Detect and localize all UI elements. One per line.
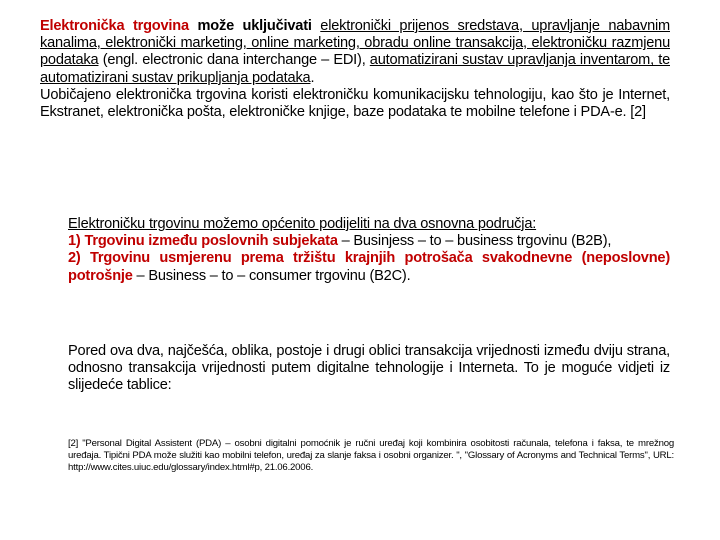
b2b-item (68, 233, 670, 250)
b2b-num: 1) (68, 233, 85, 250)
b2b-rest: – Businjess – to – business trgovinu (B2B), (337, 233, 612, 250)
intro-paragraph (40, 18, 670, 121)
division-paragraph (68, 216, 670, 285)
other-forms-paragraph: Pored ova dva, najčešća, oblika, postoje i drugi oblici transakcija vrijednosti između dviju strana, odnosno transakcija vrijednosti putem digitalne tehnologije i Interneta. To je moguće vidjeti iz slijedeće tablice: (68, 343, 670, 394)
usage-text: Uobičajeno elektronička trgovina koristi elektroničku komunikacijsku tehnologiju, kao što je Internet, Ekstranet, elektronička pošta, elektroničke knjige, baze podataka te mobilne telefone i PDA-e. [2] (40, 86, 670, 121)
edi-note: (engl. electronic dana interchange – EDI), (98, 52, 370, 69)
lead-text: može uključivati (188, 18, 321, 34)
b2c-item (68, 250, 670, 284)
footnote: [2] "Personal Digital Assistent (PDA) – osobni digitalni pomoćnik je ručni uređaj koji kombinira osobitosti računala, telefona i faksa, te mrežnog uređaja. Tipični PDA može služiti kao mobilni telefon, uređaj za slanje faksa i osobni organizer. ", "Glossary of Acronyms and Technical Terms", URL: http://www.cites.uiuc.edu/glossary/index.html#p, 21.06.2006. (68, 438, 674, 474)
b2c-term: 2) Trgovinu usmjerenu prema tržištu krajnjih potrošača svakodnevne (neposlovne) potrošnje (68, 250, 670, 284)
underlined-list-1: elektronički prijenos sredstava, upravljanje nabavnim kanalima, elektronički marketing, online marketing, obradu online transakcija, elektroničku razmjenu podataka (40, 18, 670, 69)
b2c-rest: – Business – to – consumer trgovinu (B2C). (132, 267, 411, 284)
period: . (310, 69, 315, 86)
underlined-list-2: automatizirani sustav upravljanja inventarom, te automatizirani sustav prikupljanja podataka (40, 52, 670, 86)
term-highlight: Elektronička trgovina (40, 18, 189, 34)
division-heading: Elektroničku trgovinu možemo općenito podijeliti na dva osnovna područja: (68, 216, 537, 232)
b2b-term: Trgovinu između poslovnih subjekata (84, 233, 338, 250)
